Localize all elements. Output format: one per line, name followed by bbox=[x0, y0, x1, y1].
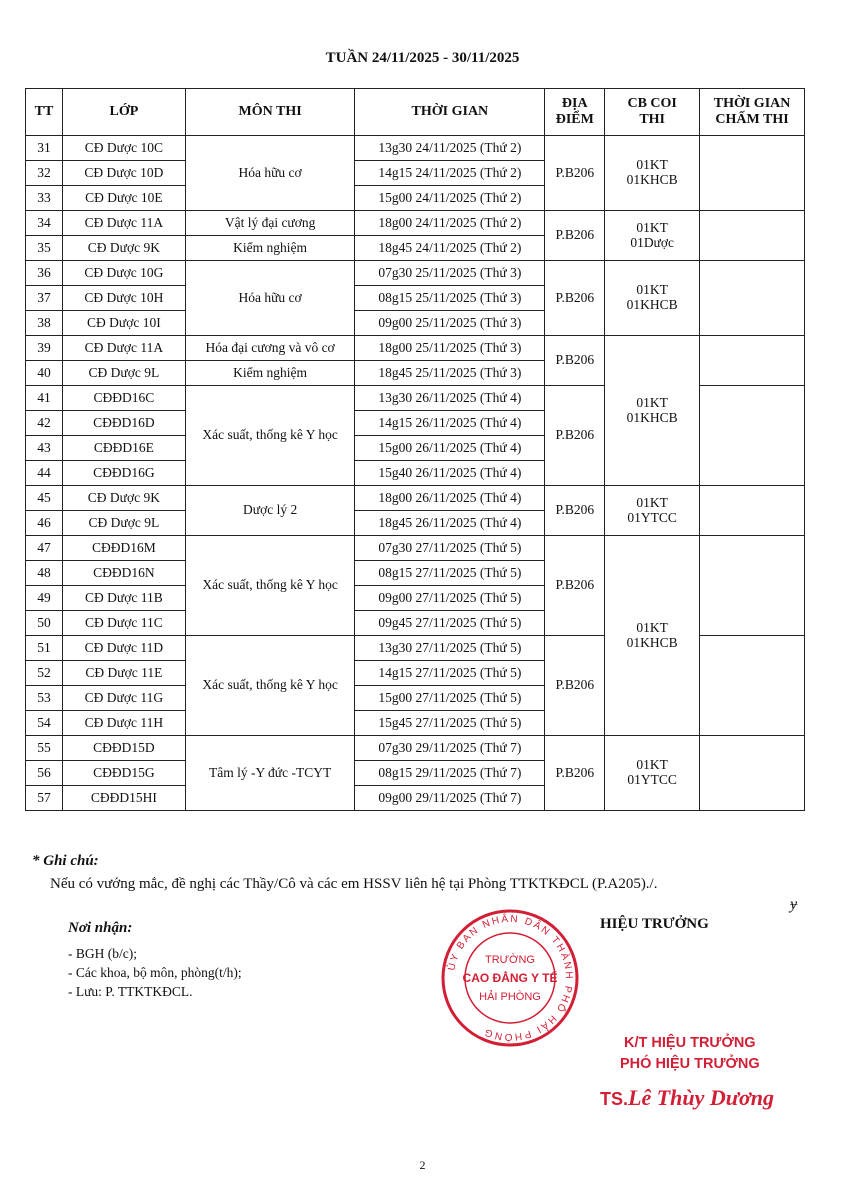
header-cham-l2: CHẤM THI bbox=[715, 112, 789, 127]
stamp-line-1: TRƯỜNG bbox=[485, 954, 535, 966]
cell-thoi-gian: 14g15 24/11/2025 (Thứ 2) bbox=[355, 161, 545, 186]
cb-line-1: 01KT bbox=[636, 219, 668, 235]
initial-mark: ɏ bbox=[790, 896, 798, 913]
cell-dia-diem: P.B206 bbox=[545, 636, 605, 736]
cell-cb-coi-thi bbox=[605, 261, 700, 336]
cell-tt: 40 bbox=[26, 361, 63, 386]
cell-tt: 38 bbox=[26, 311, 63, 336]
cell-cham-thi bbox=[700, 136, 805, 211]
cell-tt: 46 bbox=[26, 511, 63, 536]
cell-cham-thi bbox=[700, 211, 805, 261]
cell-tt: 51 bbox=[26, 636, 63, 661]
cb-line-2: 01KHCB bbox=[626, 297, 678, 312]
header-cham-l1: THỜI GIAN bbox=[713, 95, 791, 111]
cell-thoi-gian: 07g30 27/11/2025 (Thứ 5) bbox=[355, 536, 545, 561]
cell-thoi-gian: 18g00 26/11/2025 (Thứ 4) bbox=[355, 486, 545, 511]
cell-dia-diem: P.B206 bbox=[545, 486, 605, 536]
cb-line-2: 01Dược bbox=[630, 234, 675, 250]
cell-lop: CĐ Dược 9K bbox=[62, 486, 185, 511]
signer-name bbox=[600, 1085, 774, 1111]
signature-kt: K/T HIỆU TRƯỞNG bbox=[624, 1035, 756, 1051]
cell-lop: CĐĐD16G bbox=[62, 461, 185, 486]
cell-cham-thi bbox=[700, 486, 805, 536]
table-row bbox=[26, 211, 805, 236]
note-label: * Ghi chú: bbox=[32, 853, 99, 869]
cell-lop: CĐĐD16M bbox=[62, 536, 185, 561]
recipients-list bbox=[68, 944, 242, 1001]
signer-fullname: Lê Thùy Dương bbox=[628, 1085, 775, 1110]
cb-line-2: 01KHCB bbox=[626, 409, 678, 425]
cb-line-1: 01KT bbox=[636, 619, 668, 635]
cell-mon-thi: Xác suất, thống kê Y học bbox=[185, 636, 355, 736]
cell-dia-diem: P.B206 bbox=[545, 261, 605, 336]
cell-tt: 43 bbox=[26, 436, 63, 461]
cell-thoi-gian: 14g15 27/11/2025 (Thứ 5) bbox=[355, 661, 545, 686]
cell-thoi-gian: 18g45 26/11/2025 (Thứ 4) bbox=[355, 511, 545, 536]
cell-cb-coi-thi bbox=[605, 536, 700, 736]
cell-thoi-gian: 09g45 27/11/2025 (Thứ 5) bbox=[355, 611, 545, 636]
cell-lop: CĐĐD15G bbox=[62, 761, 185, 786]
cell-dia-diem: P.B206 bbox=[545, 336, 605, 386]
cell-mon-thi: Kiểm nghiệm bbox=[185, 236, 355, 261]
cell-mon-thi: Kiểm nghiệm bbox=[185, 361, 355, 386]
cell-tt: 48 bbox=[26, 561, 63, 586]
signature-role bbox=[620, 1033, 760, 1075]
cell-tt: 37 bbox=[26, 286, 63, 311]
header-dia-diem-l1: ĐỊA bbox=[561, 95, 588, 111]
cell-thoi-gian: 18g45 25/11/2025 (Thứ 3) bbox=[355, 361, 545, 386]
cell-mon-thi: Hóa hữu cơ bbox=[185, 136, 355, 211]
stamp-line-2: CAO ĐẲNG Y TẾ bbox=[462, 971, 558, 985]
cell-tt: 35 bbox=[26, 236, 63, 261]
page-number: 2 bbox=[419, 1158, 426, 1172]
cell-lop: CĐĐD15HI bbox=[62, 786, 185, 811]
cell-lop: CĐ Dược 10D bbox=[62, 161, 185, 186]
cell-lop: CĐ Dược 11E bbox=[62, 661, 185, 686]
cell-thoi-gian: 08g15 29/11/2025 (Thứ 7) bbox=[355, 761, 545, 786]
cell-lop: CĐĐD16C bbox=[62, 386, 185, 411]
cell-lop: CĐ Dược 11H bbox=[62, 711, 185, 736]
cell-lop: CĐ Dược 11A bbox=[62, 211, 185, 236]
cell-thoi-gian: 15g00 24/11/2025 (Thứ 2) bbox=[355, 186, 545, 211]
header-cb-coi-thi bbox=[605, 89, 700, 136]
cell-lop: CĐ Dược 9K bbox=[62, 236, 185, 261]
header-tt: TT bbox=[26, 89, 63, 136]
cell-tt: 32 bbox=[26, 161, 63, 186]
table-row bbox=[26, 261, 805, 286]
cell-thoi-gian: 14g15 26/11/2025 (Thứ 4) bbox=[355, 411, 545, 436]
cell-lop: CĐ Dược 11G bbox=[62, 686, 185, 711]
cell-mon-thi: Dược lý 2 bbox=[185, 486, 355, 536]
cell-cb-coi-thi bbox=[605, 336, 700, 486]
cell-dia-diem: P.B206 bbox=[545, 136, 605, 211]
cell-dia-diem: P.B206 bbox=[545, 386, 605, 486]
cell-lop: CĐ Dược 10E bbox=[62, 186, 185, 211]
cell-lop: CĐ Dược 10G bbox=[62, 261, 185, 286]
cell-tt: 31 bbox=[26, 136, 63, 161]
cb-line-1: 01KT bbox=[636, 394, 668, 410]
cell-tt: 33 bbox=[26, 186, 63, 211]
header-lop: LỚP bbox=[62, 89, 185, 136]
cell-mon-thi: Xác suất, thống kê Y học bbox=[185, 386, 355, 486]
cb-line-2: 01KHCB bbox=[626, 172, 678, 187]
official-stamp bbox=[440, 908, 580, 1048]
cell-thoi-gian: 07g30 25/11/2025 (Thứ 3) bbox=[355, 261, 545, 286]
recipients-label: Nơi nhận: bbox=[68, 920, 133, 936]
table-header-row bbox=[26, 89, 805, 136]
table-row bbox=[26, 536, 805, 561]
cb-line-1: 01KT bbox=[636, 494, 668, 510]
cell-tt: 36 bbox=[26, 261, 63, 286]
cell-cham-thi bbox=[700, 636, 805, 736]
recipient-item: - Lưu: P. TTKTKĐCL. bbox=[68, 984, 193, 999]
header-cb-l2: THI bbox=[639, 112, 666, 127]
cell-mon-thi: Xác suất, thống kê Y học bbox=[185, 536, 355, 636]
cell-tt: 54 bbox=[26, 711, 63, 736]
cell-tt: 57 bbox=[26, 786, 63, 811]
stamp-outer-text: ỦY BAN NHÂN DÂN THÀNH PHỐ HẢI PHÒNG bbox=[446, 913, 575, 1043]
cell-lop: CĐĐD15D bbox=[62, 736, 185, 761]
header-mon-thi: MÔN THI bbox=[185, 89, 355, 136]
cell-thoi-gian: 13g30 27/11/2025 (Thứ 5) bbox=[355, 636, 545, 661]
cell-tt: 42 bbox=[26, 411, 63, 436]
cell-tt: 34 bbox=[26, 211, 63, 236]
cell-lop: CĐĐD16N bbox=[62, 561, 185, 586]
cell-tt: 39 bbox=[26, 336, 63, 361]
cell-tt: 44 bbox=[26, 461, 63, 486]
cell-cb-coi-thi bbox=[605, 136, 700, 211]
cell-cb-coi-thi bbox=[605, 736, 700, 811]
cell-thoi-gian: 09g00 27/11/2025 (Thứ 5) bbox=[355, 586, 545, 611]
cell-lop: CĐ Dược 11C bbox=[62, 611, 185, 636]
header-cb-l1: CB COI bbox=[627, 95, 677, 111]
cell-lop: CĐ Dược 11A bbox=[62, 336, 185, 361]
cell-tt: 56 bbox=[26, 761, 63, 786]
signature-title: HIỆU TRƯỞNG bbox=[600, 916, 709, 932]
cell-dia-diem: P.B206 bbox=[545, 211, 605, 261]
cell-dia-diem: P.B206 bbox=[545, 736, 605, 811]
signer-prefix: TS. bbox=[600, 1089, 629, 1109]
table-row bbox=[26, 136, 805, 161]
stamp-line-3: HẢI PHÒNG bbox=[479, 991, 541, 1003]
cell-lop: CĐ Dược 10C bbox=[62, 136, 185, 161]
cell-mon-thi: Tâm lý -Y đức -TCYT bbox=[185, 736, 355, 811]
cell-tt: 50 bbox=[26, 611, 63, 636]
cell-lop: CĐĐD16D bbox=[62, 411, 185, 436]
note-text: Nếu có vướng mắc, đề nghị các Thầy/Cô và các em HSSV liên hệ tại Phòng TTKTKĐCL (P.A205)./. bbox=[50, 876, 658, 892]
cell-cham-thi bbox=[700, 736, 805, 811]
cell-tt: 47 bbox=[26, 536, 63, 561]
cb-line-2: 01YTCC bbox=[627, 509, 677, 525]
cell-thoi-gian: 08g15 25/11/2025 (Thứ 3) bbox=[355, 286, 545, 311]
header-cham-thi bbox=[700, 89, 805, 136]
cell-thoi-gian: 15g45 27/11/2025 (Thứ 5) bbox=[355, 711, 545, 736]
cell-thoi-gian: 18g00 24/11/2025 (Thứ 2) bbox=[355, 211, 545, 236]
cell-thoi-gian: 08g15 27/11/2025 (Thứ 5) bbox=[355, 561, 545, 586]
cell-mon-thi: Vật lý đại cương bbox=[185, 211, 355, 236]
cell-lop: CĐ Dược 10H bbox=[62, 286, 185, 311]
cell-tt: 41 bbox=[26, 386, 63, 411]
table-row bbox=[26, 486, 805, 511]
cell-thoi-gian: 13g30 26/11/2025 (Thứ 4) bbox=[355, 386, 545, 411]
cell-thoi-gian: 09g00 29/11/2025 (Thứ 7) bbox=[355, 786, 545, 811]
cb-line-1: 01KT bbox=[636, 157, 668, 173]
cell-tt: 45 bbox=[26, 486, 63, 511]
cell-lop: CĐ Dược 10I bbox=[62, 311, 185, 336]
cell-tt: 52 bbox=[26, 661, 63, 686]
cell-thoi-gian: 15g40 26/11/2025 (Thứ 4) bbox=[355, 461, 545, 486]
cell-cb-coi-thi bbox=[605, 486, 700, 536]
signature-role-title: PHÓ HIỆU TRƯỞNG bbox=[620, 1056, 760, 1072]
cell-cb-coi-thi bbox=[605, 211, 700, 261]
table-row bbox=[26, 736, 805, 761]
cell-lop: CĐ Dược 9L bbox=[62, 361, 185, 386]
cell-cham-thi bbox=[700, 261, 805, 336]
cell-thoi-gian: 18g45 24/11/2025 (Thứ 2) bbox=[355, 236, 545, 261]
cell-mon-thi: Hóa đại cương và vô cơ bbox=[185, 336, 355, 361]
recipient-item: - BGH (b/c); bbox=[68, 946, 137, 961]
cell-tt: 49 bbox=[26, 586, 63, 611]
cell-thoi-gian: 13g30 24/11/2025 (Thứ 2) bbox=[355, 136, 545, 161]
cell-thoi-gian: 07g30 29/11/2025 (Thứ 7) bbox=[355, 736, 545, 761]
recipient-item: - Các khoa, bộ môn, phòng(t/h); bbox=[68, 965, 242, 980]
cell-lop: CĐ Dược 11D bbox=[62, 636, 185, 661]
cb-line-1: 01KT bbox=[636, 757, 668, 773]
cb-line-2: 01YTCC bbox=[627, 772, 677, 787]
cell-tt: 53 bbox=[26, 686, 63, 711]
cb-line-2: 01KHCB bbox=[626, 634, 678, 650]
cell-mon-thi: Hóa hữu cơ bbox=[185, 261, 355, 336]
table-body bbox=[26, 136, 805, 811]
cell-thoi-gian: 18g00 25/11/2025 (Thứ 3) bbox=[355, 336, 545, 361]
cell-cham-thi bbox=[700, 536, 805, 636]
cell-thoi-gian: 15g00 26/11/2025 (Thứ 4) bbox=[355, 436, 545, 461]
header-thoi-gian: THỜI GIAN bbox=[355, 89, 545, 136]
header-dia-diem bbox=[545, 89, 605, 136]
cell-cham-thi bbox=[700, 386, 805, 486]
cb-line-1: 01KT bbox=[636, 282, 668, 298]
cell-lop: CĐ Dược 11B bbox=[62, 586, 185, 611]
cell-cham-thi bbox=[700, 336, 805, 386]
cell-dia-diem: P.B206 bbox=[545, 536, 605, 636]
cell-thoi-gian: 15g00 27/11/2025 (Thứ 5) bbox=[355, 686, 545, 711]
cell-tt: 55 bbox=[26, 736, 63, 761]
header-dia-diem-l2: ĐIỂM bbox=[555, 112, 594, 127]
table-row bbox=[26, 336, 805, 361]
cell-lop: CĐ Dược 9L bbox=[62, 511, 185, 536]
cell-thoi-gian: 09g00 25/11/2025 (Thứ 3) bbox=[355, 311, 545, 336]
page-title: TUẦN 24/11/2025 - 30/11/2025 bbox=[325, 50, 520, 66]
cell-lop: CĐĐD16E bbox=[62, 436, 185, 461]
exam-schedule-table bbox=[25, 88, 805, 811]
